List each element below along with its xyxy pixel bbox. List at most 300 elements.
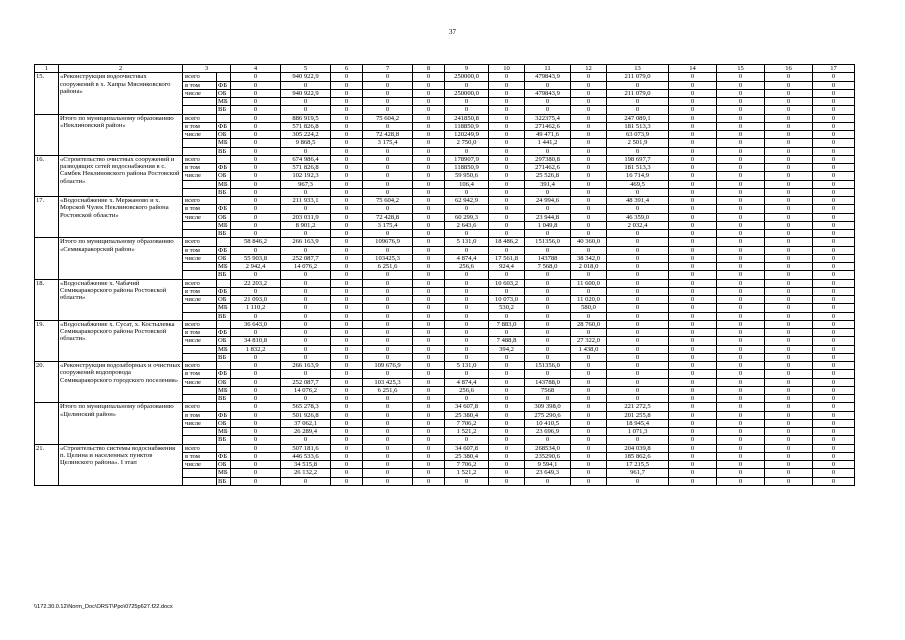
- value-cell: 0: [363, 296, 413, 304]
- value-cell: 0: [489, 139, 525, 147]
- value-cell: 0: [413, 89, 445, 97]
- value-cell: 0: [413, 296, 445, 304]
- value-cell: 0: [331, 436, 363, 444]
- funding-label: [183, 139, 217, 147]
- value-cell: 0: [717, 329, 765, 337]
- value-cell: 0: [607, 287, 669, 295]
- value-cell: 0: [669, 378, 717, 386]
- value-cell: 0: [231, 131, 281, 139]
- value-cell: 0: [525, 230, 571, 238]
- value-cell: 0: [413, 98, 445, 106]
- value-cell: 967,3: [281, 180, 331, 188]
- value-cell: 0: [717, 180, 765, 188]
- budget-source: ФБ: [217, 164, 231, 172]
- value-cell: 0: [363, 287, 413, 295]
- value-cell: 26 132,2: [281, 469, 331, 477]
- value-cell: 0: [281, 271, 331, 279]
- value-cell: 0: [717, 164, 765, 172]
- value-cell: 275 290,6: [525, 411, 571, 419]
- value-cell: 0: [331, 329, 363, 337]
- value-cell: 0: [413, 477, 445, 485]
- value-cell: 178907,9: [445, 155, 489, 163]
- value-cell: 0: [669, 238, 717, 246]
- value-cell: 34 607,8: [445, 444, 489, 452]
- value-cell: 11 600,0: [571, 279, 607, 287]
- value-cell: 0: [717, 106, 765, 114]
- value-cell: 0: [331, 263, 363, 271]
- value-cell: 0: [231, 287, 281, 295]
- value-cell: 0: [669, 271, 717, 279]
- value-cell: 0: [489, 370, 525, 378]
- value-cell: 0: [717, 452, 765, 460]
- value-cell: 0: [445, 271, 489, 279]
- value-cell: 201 255,8: [607, 411, 669, 419]
- value-cell: 0: [717, 263, 765, 271]
- value-cell: 24 994,6: [525, 197, 571, 205]
- value-cell: 0: [231, 122, 281, 130]
- value-cell: 2 643,6: [445, 221, 489, 229]
- value-cell: 0: [231, 411, 281, 419]
- value-cell: 0: [571, 452, 607, 460]
- value-cell: 0: [489, 106, 525, 114]
- value-cell: 0: [413, 221, 445, 229]
- column-number: 8: [413, 65, 445, 73]
- value-cell: 0: [363, 180, 413, 188]
- value-cell: 0: [363, 337, 413, 345]
- value-cell: 46 359,0: [607, 213, 669, 221]
- value-cell: 0: [231, 246, 281, 254]
- value-cell: 0: [413, 230, 445, 238]
- value-cell: 0: [363, 428, 413, 436]
- value-cell: 0: [571, 147, 607, 155]
- value-cell: 0: [331, 205, 363, 213]
- value-cell: 0: [363, 320, 413, 328]
- funding-label: [183, 436, 217, 444]
- column-number: 15: [717, 65, 765, 73]
- value-cell: 143788: [525, 254, 571, 262]
- value-cell: 0: [765, 114, 813, 122]
- value-cell: 109 676,9: [363, 362, 413, 370]
- value-cell: 0: [669, 122, 717, 130]
- value-cell: 0: [717, 477, 765, 485]
- value-cell: 0: [717, 345, 765, 353]
- budget-source: ВБ: [217, 188, 231, 196]
- table-row: [35, 362, 855, 370]
- value-cell: 0: [717, 73, 765, 81]
- value-cell: 181 513,3: [607, 164, 669, 172]
- value-cell: 297380,8: [525, 155, 571, 163]
- budget-source: ФБ: [217, 246, 231, 254]
- value-cell: 322375,4: [525, 114, 571, 122]
- value-cell: 0: [669, 337, 717, 345]
- budget-source: ФБ: [217, 205, 231, 213]
- value-cell: 118850,9: [445, 122, 489, 130]
- value-cell: 0: [669, 477, 717, 485]
- value-cell: 0: [489, 73, 525, 81]
- value-cell: 0: [489, 353, 525, 361]
- value-cell: 7568: [525, 386, 571, 394]
- value-cell: 0: [363, 106, 413, 114]
- value-cell: 0: [525, 296, 571, 304]
- value-cell: 0: [413, 106, 445, 114]
- value-cell: 256,6: [445, 386, 489, 394]
- budget-source: ВБ: [217, 395, 231, 403]
- value-cell: 0: [813, 271, 855, 279]
- value-cell: 0: [571, 114, 607, 122]
- value-cell: 0: [717, 89, 765, 97]
- value-cell: 0: [813, 155, 855, 163]
- value-cell: 1 521,2: [445, 469, 489, 477]
- value-cell: 0: [717, 386, 765, 394]
- value-cell: 0: [413, 411, 445, 419]
- value-cell: 571 826,8: [281, 164, 331, 172]
- value-cell: 151356,0: [525, 362, 571, 370]
- value-cell: 580,0: [571, 304, 607, 312]
- budget-source: [217, 73, 231, 81]
- value-cell: 9 594,1: [525, 461, 571, 469]
- value-cell: 0: [607, 279, 669, 287]
- value-cell: 0: [607, 353, 669, 361]
- column-number: 17: [813, 65, 855, 73]
- value-cell: 0: [813, 81, 855, 89]
- table-row: [35, 403, 855, 411]
- value-cell: 0: [445, 205, 489, 213]
- value-cell: 0: [231, 477, 281, 485]
- value-cell: 0: [765, 89, 813, 97]
- value-cell: 0: [717, 403, 765, 411]
- budget-source: ВБ: [217, 271, 231, 279]
- value-cell: 0: [413, 73, 445, 81]
- table-row: [35, 238, 855, 246]
- value-cell: 268534,0: [525, 444, 571, 452]
- value-cell: 0: [363, 98, 413, 106]
- value-cell: 0: [331, 73, 363, 81]
- budget-source: МБ: [217, 386, 231, 394]
- value-cell: 0: [445, 329, 489, 337]
- value-cell: 0: [717, 221, 765, 229]
- value-cell: 0: [413, 164, 445, 172]
- funding-label: [183, 312, 217, 320]
- funding-label: в том: [183, 81, 217, 89]
- value-cell: 0: [331, 370, 363, 378]
- value-cell: 103425,3: [363, 254, 413, 262]
- value-cell: 0: [669, 345, 717, 353]
- value-cell: 7 488,8: [489, 337, 525, 345]
- value-cell: 58 846,2: [231, 238, 281, 246]
- value-cell: 11 020,0: [571, 296, 607, 304]
- value-cell: 0: [765, 279, 813, 287]
- value-cell: 507 181,6: [281, 444, 331, 452]
- value-cell: 0: [813, 411, 855, 419]
- funding-label: всего: [183, 362, 217, 370]
- value-cell: 0: [331, 197, 363, 205]
- value-cell: 0: [717, 304, 765, 312]
- value-cell: 0: [813, 263, 855, 271]
- value-cell: 0: [765, 477, 813, 485]
- value-cell: 0: [571, 353, 607, 361]
- value-cell: 0: [231, 197, 281, 205]
- value-cell: 252 087,7: [281, 378, 331, 386]
- value-cell: 0: [281, 230, 331, 238]
- value-cell: 0: [413, 131, 445, 139]
- value-cell: 7 706,2: [445, 461, 489, 469]
- value-cell: 0: [413, 172, 445, 180]
- value-cell: 0: [489, 205, 525, 213]
- value-cell: 0: [489, 378, 525, 386]
- funding-label: числе: [183, 419, 217, 427]
- column-number: 2: [59, 65, 183, 73]
- budget-source: ВБ: [217, 312, 231, 320]
- item-description: Итого по муниципальному образованию «Целинский район»: [59, 403, 183, 444]
- value-cell: 27 322,0: [571, 337, 607, 345]
- value-cell: 0: [525, 81, 571, 89]
- value-cell: 0: [813, 386, 855, 394]
- value-cell: 0: [331, 320, 363, 328]
- value-cell: 0: [525, 279, 571, 287]
- value-cell: 0: [765, 378, 813, 386]
- value-cell: 143788,0: [525, 378, 571, 386]
- column-number: 4: [231, 65, 281, 73]
- value-cell: 0: [489, 213, 525, 221]
- value-cell: 28 760,0: [571, 320, 607, 328]
- value-cell: 1 521,2: [445, 428, 489, 436]
- funding-label: [183, 304, 217, 312]
- value-cell: 0: [813, 164, 855, 172]
- funding-label: всего: [183, 155, 217, 163]
- value-cell: 0: [413, 370, 445, 378]
- budget-source: ОБ: [217, 378, 231, 386]
- value-cell: 571 826,8: [281, 122, 331, 130]
- budget-source: [217, 403, 231, 411]
- funding-label: [183, 188, 217, 196]
- value-cell: 0: [669, 81, 717, 89]
- page-number: 37: [449, 28, 456, 36]
- value-cell: 0: [669, 436, 717, 444]
- column-number: 6: [331, 65, 363, 73]
- value-cell: 0: [813, 362, 855, 370]
- value-cell: 0: [765, 386, 813, 394]
- value-cell: 151356,0: [525, 238, 571, 246]
- value-cell: 0: [669, 221, 717, 229]
- value-cell: 0: [669, 279, 717, 287]
- value-cell: 17 561,8: [489, 254, 525, 262]
- value-cell: 0: [669, 403, 717, 411]
- value-cell: 940 922,9: [281, 73, 331, 81]
- value-cell: 1 441,2: [525, 139, 571, 147]
- value-cell: 0: [331, 246, 363, 254]
- value-cell: 0: [413, 213, 445, 221]
- funding-label: [183, 147, 217, 155]
- value-cell: 0: [717, 114, 765, 122]
- value-cell: 0: [717, 353, 765, 361]
- value-cell: 36 643,0: [231, 320, 281, 328]
- value-cell: 0: [525, 304, 571, 312]
- value-cell: 0: [571, 403, 607, 411]
- funding-label: [183, 469, 217, 477]
- value-cell: 0: [331, 221, 363, 229]
- value-cell: 0: [445, 98, 489, 106]
- value-cell: 0: [571, 461, 607, 469]
- value-cell: 0: [231, 436, 281, 444]
- value-cell: 0: [363, 395, 413, 403]
- value-cell: 0: [717, 279, 765, 287]
- value-cell: 0: [363, 205, 413, 213]
- value-cell: 0: [571, 287, 607, 295]
- value-cell: 0: [445, 345, 489, 353]
- value-cell: 0: [813, 329, 855, 337]
- value-cell: 0: [331, 254, 363, 262]
- value-cell: 0: [813, 345, 855, 353]
- value-cell: 0: [669, 263, 717, 271]
- budget-source: МБ: [217, 469, 231, 477]
- value-cell: 0: [717, 98, 765, 106]
- value-cell: 0: [489, 98, 525, 106]
- funding-label: всего: [183, 444, 217, 452]
- value-cell: 0: [571, 172, 607, 180]
- value-cell: 0: [571, 370, 607, 378]
- budget-source: ФБ: [217, 81, 231, 89]
- value-cell: 0: [765, 164, 813, 172]
- value-cell: 0: [813, 461, 855, 469]
- value-cell: 2 501,9: [607, 139, 669, 147]
- value-cell: 0: [607, 329, 669, 337]
- value-cell: 0: [765, 98, 813, 106]
- value-cell: 0: [717, 271, 765, 279]
- value-cell: 0: [571, 411, 607, 419]
- value-cell: 0: [765, 469, 813, 477]
- value-cell: 0: [717, 238, 765, 246]
- value-cell: 0: [331, 230, 363, 238]
- value-cell: 0: [231, 180, 281, 188]
- value-cell: 109676,9: [363, 238, 413, 246]
- value-cell: 0: [281, 287, 331, 295]
- item-description: «Водоснабжение х. Чабачий Семикаракорского района Ростовской области»: [59, 279, 183, 320]
- value-cell: 0: [571, 98, 607, 106]
- value-cell: 0: [717, 296, 765, 304]
- funding-label: числе: [183, 89, 217, 97]
- value-cell: 250000,0: [445, 73, 489, 81]
- value-cell: 0: [231, 419, 281, 427]
- budget-source: ФБ: [217, 411, 231, 419]
- value-cell: 0: [765, 221, 813, 229]
- value-cell: 0: [331, 395, 363, 403]
- value-cell: 0: [231, 469, 281, 477]
- value-cell: 0: [571, 395, 607, 403]
- value-cell: 0: [607, 188, 669, 196]
- value-cell: 0: [607, 386, 669, 394]
- value-cell: 0: [331, 164, 363, 172]
- value-cell: 0: [413, 188, 445, 196]
- funding-label: числе: [183, 378, 217, 386]
- value-cell: 0: [813, 98, 855, 106]
- funding-label: всего: [183, 279, 217, 287]
- value-cell: 0: [571, 477, 607, 485]
- value-cell: 0: [489, 81, 525, 89]
- value-cell: 0: [445, 147, 489, 155]
- value-cell: 0: [489, 444, 525, 452]
- value-cell: 0: [489, 386, 525, 394]
- value-cell: 0: [525, 477, 571, 485]
- value-cell: 271462,6: [525, 122, 571, 130]
- value-cell: 0: [413, 337, 445, 345]
- value-cell: 0: [525, 320, 571, 328]
- value-cell: 0: [813, 419, 855, 427]
- column-number: 12: [571, 65, 607, 73]
- value-cell: 0: [765, 106, 813, 114]
- value-cell: 211 079,0: [607, 89, 669, 97]
- value-cell: 0: [813, 147, 855, 155]
- value-cell: 0: [765, 419, 813, 427]
- value-cell: 0: [231, 89, 281, 97]
- value-cell: 0: [717, 312, 765, 320]
- value-cell: 0: [669, 254, 717, 262]
- value-cell: 0: [281, 279, 331, 287]
- value-cell: 0: [363, 147, 413, 155]
- value-cell: 0: [231, 106, 281, 114]
- value-cell: 0: [445, 395, 489, 403]
- funding-label: всего: [183, 238, 217, 246]
- value-cell: 0: [765, 411, 813, 419]
- value-cell: 479843,9: [525, 73, 571, 81]
- value-cell: 0: [765, 395, 813, 403]
- budget-source: [217, 320, 231, 328]
- value-cell: 0: [765, 452, 813, 460]
- value-cell: 0: [525, 246, 571, 254]
- value-cell: 0: [331, 461, 363, 469]
- value-cell: 0: [765, 122, 813, 130]
- value-cell: 0: [813, 279, 855, 287]
- value-cell: 0: [445, 337, 489, 345]
- table-row: [35, 114, 855, 122]
- funding-label: числе: [183, 337, 217, 345]
- value-cell: 0: [489, 428, 525, 436]
- value-cell: 0: [331, 81, 363, 89]
- value-cell: 0: [669, 428, 717, 436]
- value-cell: 0: [717, 246, 765, 254]
- value-cell: 0: [669, 312, 717, 320]
- value-cell: 247 089,1: [607, 114, 669, 122]
- value-cell: 0: [363, 164, 413, 172]
- value-cell: 0: [765, 188, 813, 196]
- budget-source: МБ: [217, 98, 231, 106]
- value-cell: 0: [669, 89, 717, 97]
- value-cell: 0: [669, 444, 717, 452]
- value-cell: 3 175,4: [363, 139, 413, 147]
- value-cell: 0: [813, 238, 855, 246]
- value-cell: 0: [413, 180, 445, 188]
- value-cell: 0: [571, 139, 607, 147]
- value-cell: 0: [445, 279, 489, 287]
- value-cell: 72 428,8: [363, 213, 413, 221]
- value-cell: 1 071,3: [607, 428, 669, 436]
- value-cell: 0: [525, 147, 571, 155]
- funding-label: числе: [183, 213, 217, 221]
- value-cell: 0: [489, 461, 525, 469]
- value-cell: 4 874,4: [445, 254, 489, 262]
- value-cell: 0: [669, 304, 717, 312]
- value-cell: 0: [669, 131, 717, 139]
- value-cell: 0: [525, 329, 571, 337]
- value-cell: 0: [231, 403, 281, 411]
- value-cell: 0: [669, 370, 717, 378]
- value-cell: 0: [669, 452, 717, 460]
- funding-label: [183, 263, 217, 271]
- value-cell: 479843,9: [525, 89, 571, 97]
- value-cell: 0: [331, 419, 363, 427]
- item-number: [35, 114, 59, 155]
- value-cell: 0: [607, 378, 669, 386]
- column-number: 3: [183, 65, 231, 73]
